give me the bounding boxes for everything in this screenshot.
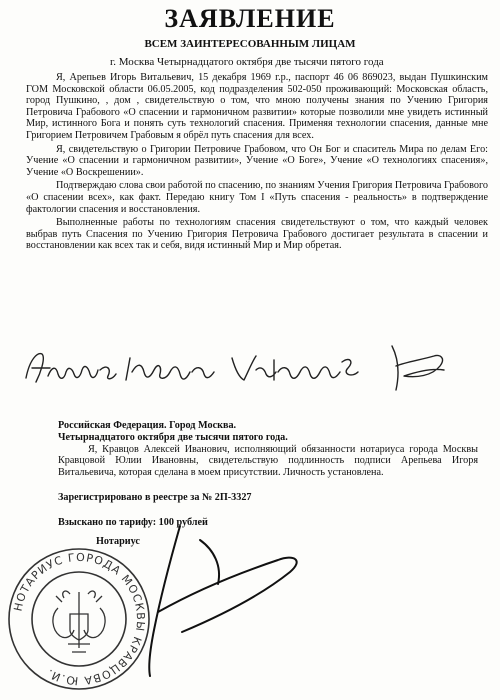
handwritten-signature — [20, 338, 480, 396]
paragraph-4: Выполненные работы по технологиям спасения свидетельствуют о том, что каждый человек выбрав путь Спасения по Учению Григория Петровича Грабового достигает результата в спасении и восстановлении как всех так и себя, видя истинный Мир и Мир обретая. — [26, 217, 488, 252]
notary-certification — [58, 420, 478, 479]
document-title: ЗАЯВЛЕНИЕ — [164, 4, 336, 33]
fee-line: Взыскано по тарифу: 100 рублей — [58, 517, 208, 528]
paragraph-2: Я, свидетельствую о Григории Петровиче Грабовом, что Он Бог и спаситель Мира по делам Его: Учение «О спасении и гармоничном развитии», Учение «О Боге», Учение «О технологиях спасения», Учение «О Воскрешении». — [26, 143, 488, 178]
statement-body — [26, 72, 488, 254]
notary-signature — [110, 520, 310, 680]
notary-label: Нотариус — [96, 536, 140, 547]
place-date-line: г. Москва Четырнадцатого октября две тысячи пятого года — [110, 56, 384, 68]
notary-line-1: Российская Федерация. Город Москва. — [58, 420, 237, 431]
svg-text:НОТАРИУС ГОРОДА МОСКВЫ КРАВЦОВ: НОТАРИУС ГОРОДА МОСКВЫ КРАВЦОВА Ю.И. — [11, 550, 148, 688]
notary-text: Я, Кравцов Алексей Иванович, исполняющий обязанности нотариуса города Москвы Кравцовой Юлии Ивановны, свидетельствую подлинность подписи Арепьева Игоря Витальевича, которая сделана в моем присутствии. Личность установлена. — [58, 443, 478, 479]
addressee-line: ВСЕМ ЗАИНТЕРЕСОВАННЫМ ЛИЦАМ — [144, 38, 356, 50]
paragraph-1: Я, Арепьев Игорь Витальевич, 15 декабря 1969 г.р., паспорт 46 06 869023, выдан Пушкинским ГОМ Московской области 06.05.2005, код подразделения 502-050 проживающий: Московская область, город Пушкино, , дом , свидетельствую о том, что мною получены знания по Учению Григория Петровича Грабового «О спасении и гармоничном развитии» которые позволили мне увидеть истинный Мир, истинного Бога и понять суть технологий спасения. Применяя технологии спасения, данные мне Григорием Петровичем Грабовым я обрёл путь спасения для всех. — [26, 72, 488, 141]
paragraph-3: Подтверждаю слова свои работой по спасению, по знаниям Учения Григория Петровича Грабового «О спасении всех», как факт. Передаю книгу Том I «Путь спасения - реальность» в подтверждение фактологии спасения и восстановления. — [26, 180, 488, 215]
coat-of-arms-icon — [53, 591, 105, 652]
registry-line: Зарегистрировано в реестре за № 2П-3327 — [58, 492, 252, 503]
notary-line-2: Четырнадцатого октября две тысячи пятого года. — [58, 431, 288, 443]
